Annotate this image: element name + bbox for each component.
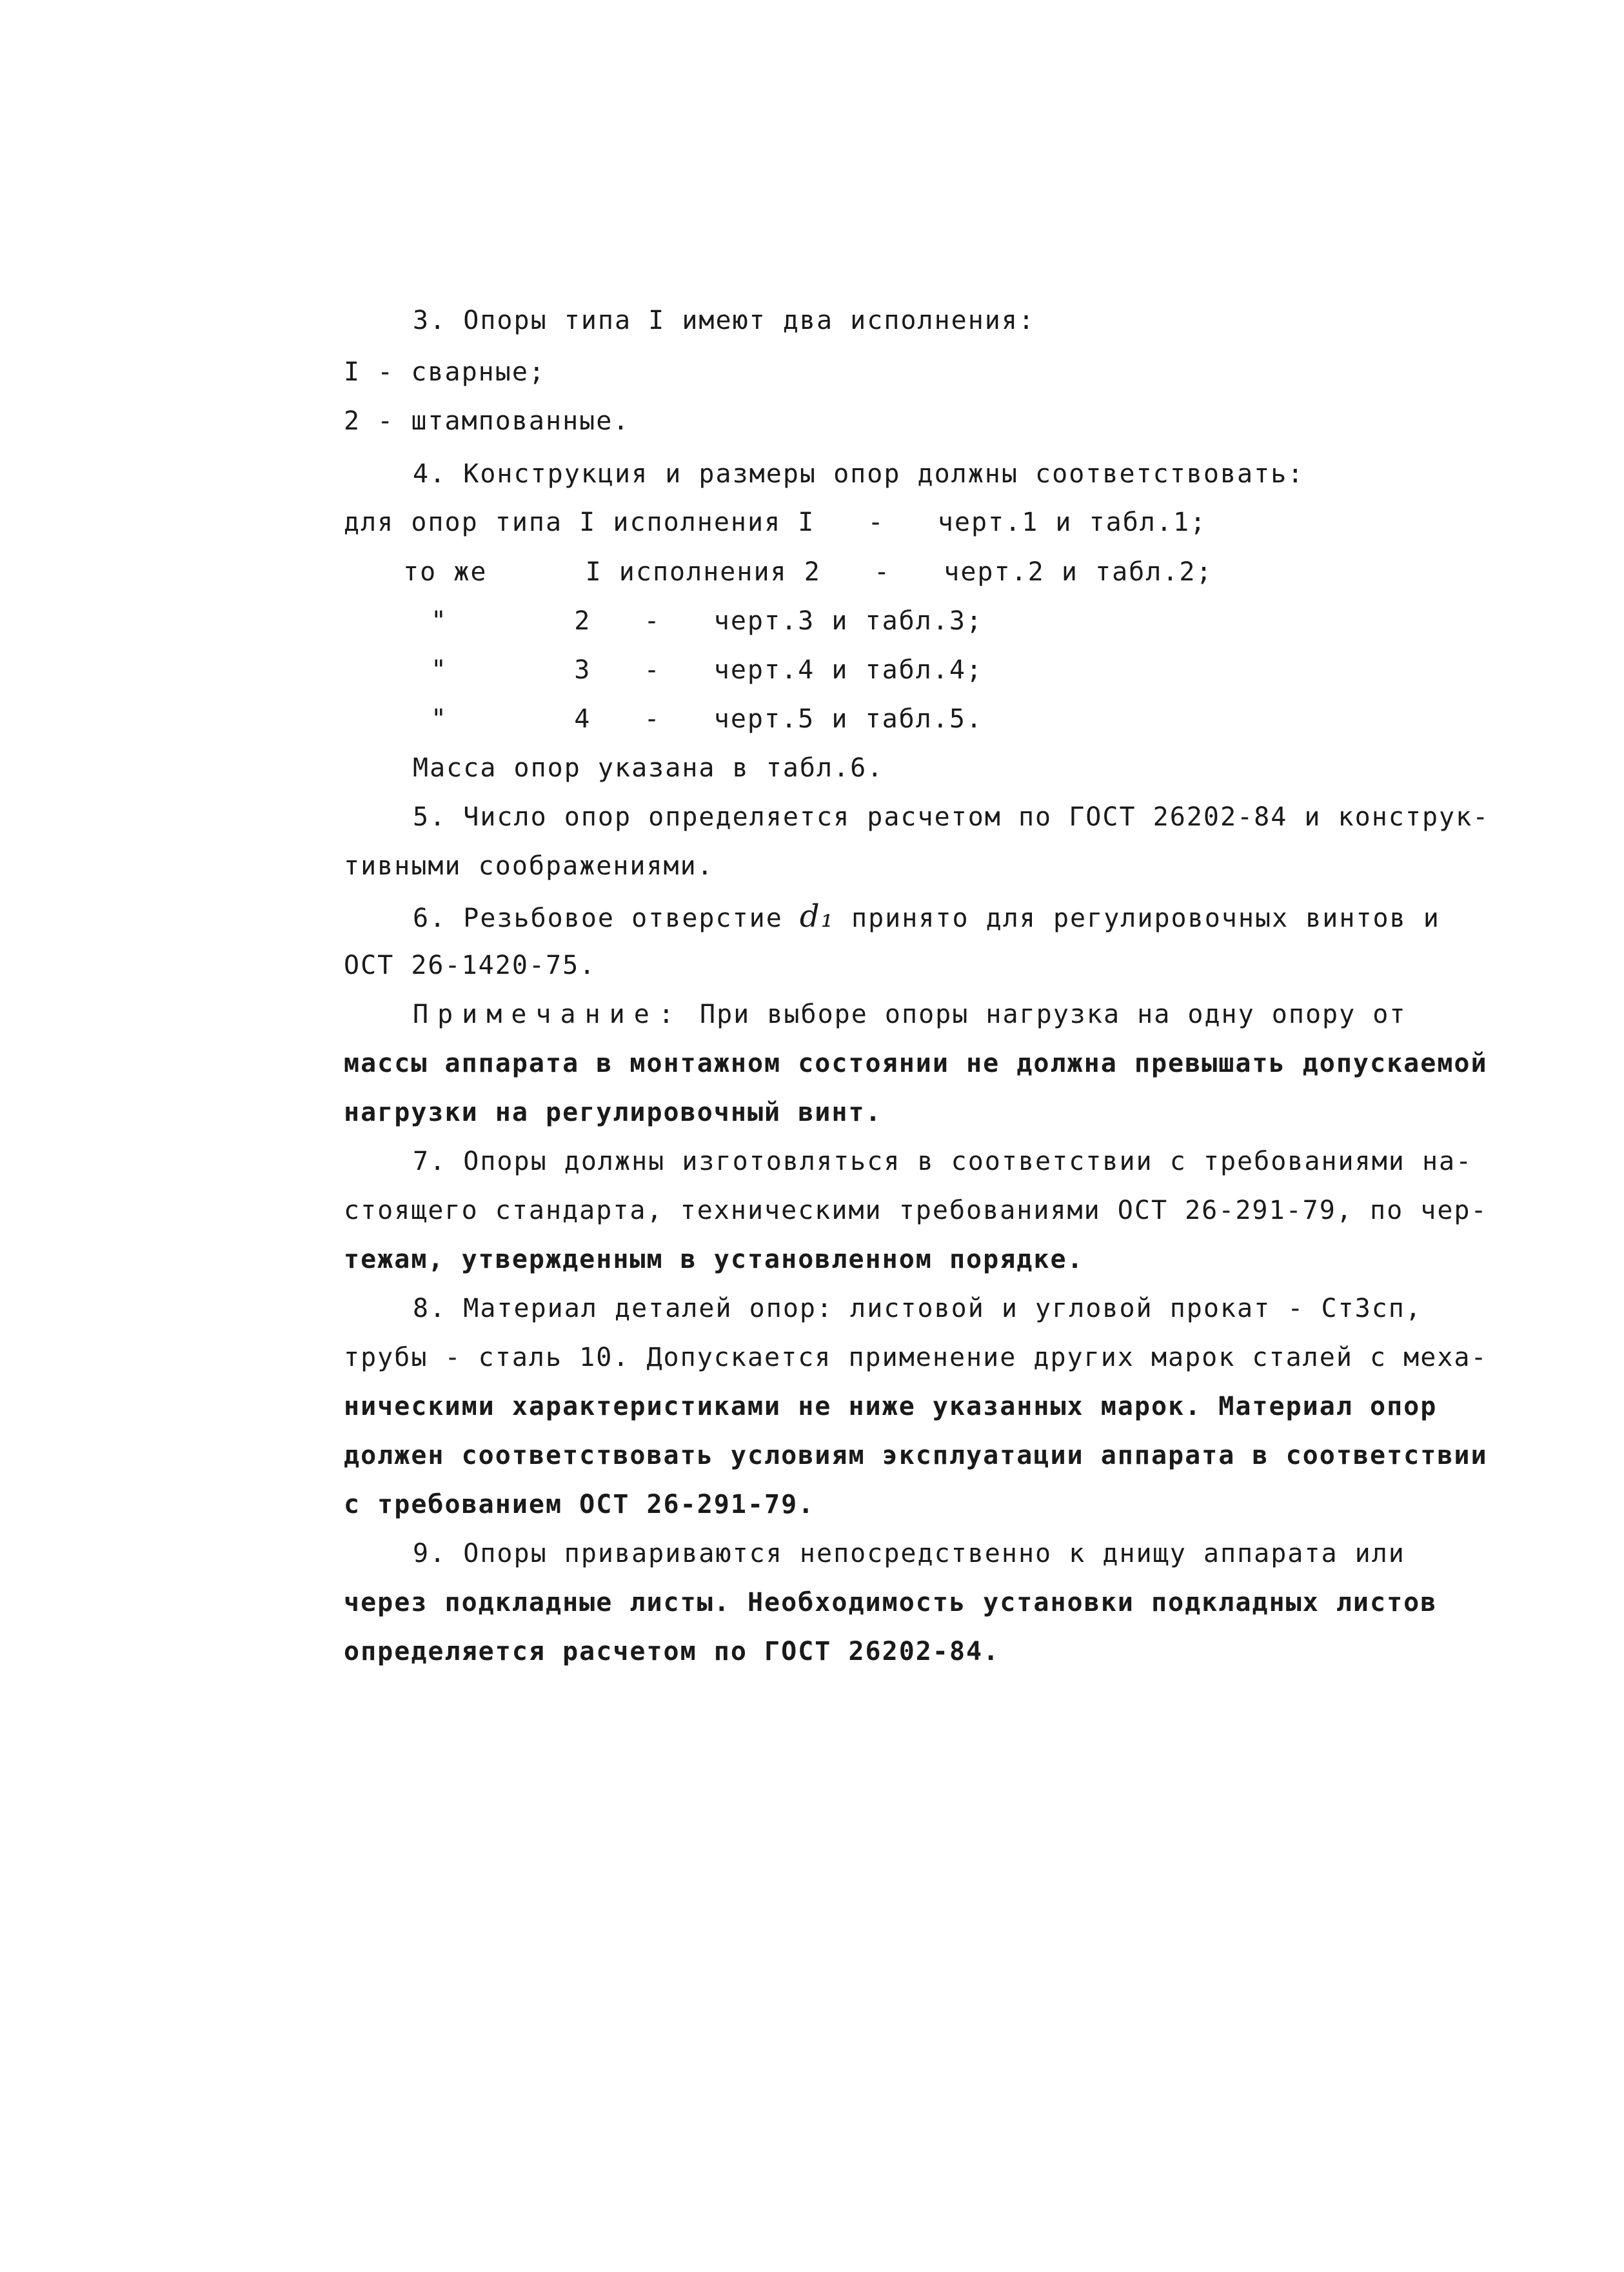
item-4-heading [413, 458, 1304, 490]
item-3-heading [413, 304, 1035, 337]
ditto-mark: " [431, 655, 448, 685]
item-9-line-2: через подкладные листы. Необходимость установки подкладных листов [344, 1588, 1438, 1617]
item-5-line-2: тивными соображениями. [344, 851, 714, 881]
item-5-line-1 [413, 801, 1489, 833]
row-type: 3 [574, 655, 591, 685]
row-lead: то же [403, 557, 488, 587]
item-8-line-1 [413, 1292, 1422, 1325]
item-7-text: Опоры должны изготовляться в соответствии с требованиями на- [463, 1147, 1473, 1176]
note-text: При выборе опоры нагрузка на одну опору от [700, 1000, 1407, 1029]
row-separator: - [867, 508, 885, 537]
item-4-mass-note: Масса опор указана в табл.6. [413, 753, 884, 783]
row-separator: - [873, 557, 891, 587]
item-3-text: Опоры типа I имеют два исполнения: [463, 306, 1036, 335]
item-6-line-1 [413, 900, 1440, 934]
row-separator: - [644, 704, 661, 734]
row-reference: черт.3 и табл.3; [713, 606, 984, 636]
item-4-number: 4. [413, 459, 447, 489]
row-type: 4 [574, 704, 591, 734]
item-5-text: Число опор определяется расчетом по ГОСТ 26202-84 и конструк- [463, 802, 1490, 832]
item-7-line-2: стоящего стандарта, техническими требованиями ОСТ 26-291-79, по чер- [344, 1196, 1488, 1225]
item-7-number: 7. [413, 1147, 447, 1176]
row-variant: исполнения I [613, 508, 815, 537]
item-6-line-2: ОСТ 26-1420-75. [344, 951, 597, 980]
item-6-text-before: Резьбовое отверстие [463, 904, 783, 933]
row-variant: исполнения 2 [619, 557, 821, 587]
item-3-option-1: I - сварные; [344, 357, 546, 387]
row-reference: черт.2 и табл.2; [944, 557, 1213, 587]
note-line-3: нагрузки на регулировочный винт. [344, 1098, 882, 1127]
item-9-line-3: определяется расчетом по ГОСТ 26202-84. [344, 1637, 1000, 1666]
row-type: I [585, 557, 602, 587]
note-line-2: массы аппарата в монтажном состоянии не должна превышать допускаемой [344, 1049, 1488, 1078]
note-line-1 [413, 998, 1406, 1031]
item-4-row-2 [403, 556, 1213, 588]
item-9-text: Опоры привариваются непосредственно к днищу аппарата или [463, 1539, 1405, 1568]
item-3-number: 3. [413, 306, 447, 335]
ditto-mark: " [431, 704, 448, 734]
item-4-row-1 [344, 506, 1207, 538]
item-8-line-2: трубы - сталь 10. Допускается применение других марок сталей с меха- [344, 1343, 1488, 1372]
row-separator: - [644, 655, 661, 685]
row-reference: черт.4 и табл.4; [713, 655, 984, 685]
item-7-line-3: тежам, утвержденным в установленном порядке. [344, 1245, 1084, 1274]
item-9-number: 9. [413, 1539, 447, 1568]
item-8-line-5: с требованием ОСТ 26-291-79. [344, 1490, 815, 1519]
item-4-row-3 [431, 605, 983, 637]
item-4-row-5 [431, 703, 983, 735]
row-reference: черт.5 и табл.5. [713, 704, 984, 734]
ditto-mark: " [431, 606, 448, 636]
item-7-line-1 [413, 1145, 1472, 1178]
row-type: I [579, 508, 597, 537]
item-8-line-3: ническими характеристиками не ниже указанных марок. Материал опор [344, 1392, 1438, 1421]
item-9-line-1 [413, 1537, 1405, 1570]
row-reference: черт.1 и табл.1; [937, 508, 1207, 537]
row-type: 2 [574, 606, 591, 636]
item-4-row-4 [431, 654, 983, 686]
row-separator: - [644, 606, 661, 636]
item-8-text: Материал деталей опор: листовой и угловой прокат - Ст3сп, [463, 1294, 1422, 1323]
item-6-text-after: принято для регулировочных винтов и [851, 904, 1440, 933]
item-6-number: 6. [413, 904, 447, 933]
item-5-number: 5. [413, 802, 447, 832]
item-8-number: 8. [413, 1294, 447, 1323]
item-3-option-2: 2 - штампованные. [344, 406, 630, 436]
row-lead: для опор типа [344, 508, 563, 537]
item-8-line-4: должен соответствовать условиям эксплуатации аппарата в соответствии [344, 1441, 1488, 1470]
note-label: Примечание: [413, 1000, 683, 1029]
item-4-text: Конструкция и размеры опор должны соответствовать: [463, 459, 1305, 489]
thread-diameter-symbol: d₁ [799, 898, 835, 934]
